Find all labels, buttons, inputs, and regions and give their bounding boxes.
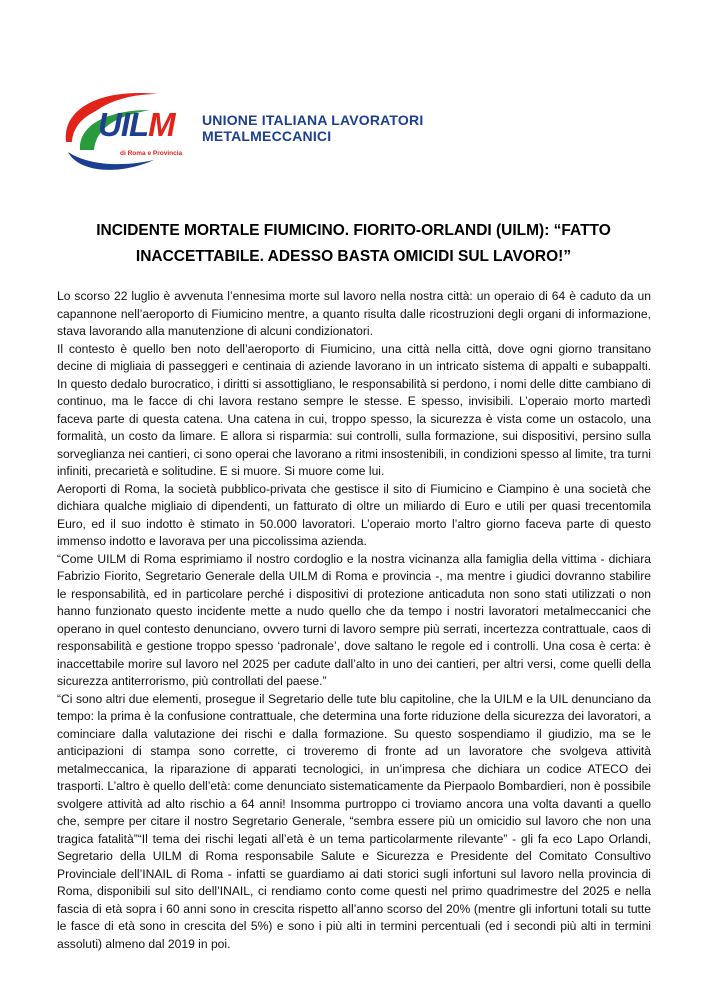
article-body	[57, 288, 651, 953]
uilm-logo	[58, 80, 188, 175]
organization-name	[202, 112, 423, 144]
org-line-2: METALMECCANICI	[202, 128, 332, 144]
logo-subtitle: di Roma e Provincia	[120, 150, 183, 157]
paragraph: Il contesto è quello ben noto dell’aeroporto di Fiumicino, una città nella città, dove ogni giorno transitano decine di migliaia di passeggeri e centinaia di aziende lavorano in un intricato sistema di appalti e subappalti. In questo dedalo burocratico, i diritti si assottigliano, le responsabilità si perdono, i nomi delle ditte cambiano di continuo, ma le facce di chi lavora restano sempre le stesse. E spesso, invisibili. L’operaio morto martedì faceva parte di questa catena. Una catena in cui, troppo spesso, la sicurezza è vista come un ostacolo, una formalità, un costo da limare. E allora si risparmia: sui controlli, sulla formazione, sui dispositivi, persino sulla sorveglianza nei cantieri, ci sono operai che lavorano a ritmi insostenibili, in condizioni spesso al limite, tra turni infiniti, precarietà e solitudine. E si muore. Si muore come lui.	[57, 341, 651, 478]
title-line-2: INACCETTABILE. ADESSO BASTA OMICIDI SUL LAVORO!”	[135, 248, 572, 265]
press-release-title	[70, 218, 637, 270]
paragraph: Aeroporti di Roma, la società pubblico-privata che gestisce il sito di Fiumicino e Ciampino è una società che dichiara qualche migliaio di dipendenti, un fatturato di oltre un miliardo di Euro e utili per quasi trecentomila Euro, ed il suo indotto è stimato in 50.000 lavoratori. L’operaio morto l’altro giorno faceva parte di questo immenso indotto e lavorava per una piccolissima azienda.	[57, 481, 651, 548]
letterhead	[58, 80, 658, 175]
logo-wordmark: UILM	[98, 106, 175, 143]
paragraph: Lo scorso 22 luglio è avvenuta l’ennesima morte sul lavoro nella nostra città: un operaio di 64 è caduto da un capannone nell’aeroporto di Fiumicino mentre, a quanto risulta dalle ricostruzioni degli organi di informazione, stava lavorando alla manutenzione di alcuni condizionatori.	[57, 289, 651, 338]
paragraph: “Come UILM di Roma esprimiamo il nostro cordoglio e la nostra vicinanza alla famiglia della vittima - dichiara Fabrizio Fiorito, Segretario Generale della UILM di Roma e provincia -, ma mentre i giudici dovranno stabilire le responsabilità, ed in particolare perché i dispositivi di protezione anticaduta non sono stati utilizzati o non hanno funzionato questo incidente mette a nudo quello che da tempo i nostri lavoratori metalmeccanici che operano in quel contesto denunciano, ovvero turni di lavoro sempre più serrati, incertezza contrattuale, caos di responsabilità e gestione troppo spesso ‘padronale’, dove saltano le regole ed i controlli. Una cosa è certa: è inaccettabile morire sul lavoro nel 2025 per cadute dall’alto in uno dei cantieri, per altri versi, come quelli della sicurezza antiterrorismo, più controllati del paese.”	[57, 551, 651, 688]
title-line-1: INCIDENTE MORTALE FIUMICINO. FIORITO-ORLANDI (UILM): “FATTO	[96, 222, 611, 239]
org-line-1: UNIONE ITALIANA LAVORATORI	[202, 112, 424, 128]
paragraph: “Ci sono altri due elementi, prosegue il Segretario delle tute blu capitoline, che la UILM e la UIL denunciano da tempo: la prima è la confusione contrattuale, che determina una forte riduzione della sicurezza dei lavoratori, a cominciare dalla valutazione dei rischi e dalla formazione. Su questo sospendiamo il giudizio, ma se le anticipazioni di stampa sono corrette, ci troveremo di fronte ad un lavoratore che svolgeva attività metalmeccanica, la riparazione di apparati tecnologici, in un’impresa che dichiara un codice ATECO dei trasporti. L’altro è quello dell’età: come denunciato sistematicamente da Pierpaolo Bombardieri, non è possibile svolgere attività ad alto rischio a 64 anni! Insomma purtroppo ci troviamo ancora una volta davanti a quello che, sempre per citare il nostro Segretario Generale, “sembra essere più un omicidio sul lavoro che non una tragica fatalità”“Il tema dei rischi legati all’età è un tema particolarmente rilevante” - gli fa eco Lapo Orlandi, Segretario della UILM di Roma responsabile Salute e Sicurezza e Presidente del Comitato Consultivo Provinciale dell’INAIL di Roma - infatti se guardiamo ai dati storici sugli infortuni sul lavoro nella provincia di Roma, disponibili sul sito dell’INAIL, ci rendiamo conto come questi nel primo quadrimestre del 2025 e nella fascia di età sopra i 60 anni sono in crescita rispetto all’anno scorso del 20% (mentre gli infortuni totali su tutte le fasce di età sono in crescita del 5%) e sono i più alti in termini percentuali (ed i secondi più alti in termini assoluti) almeno dal 2019 in poi.	[57, 691, 651, 951]
